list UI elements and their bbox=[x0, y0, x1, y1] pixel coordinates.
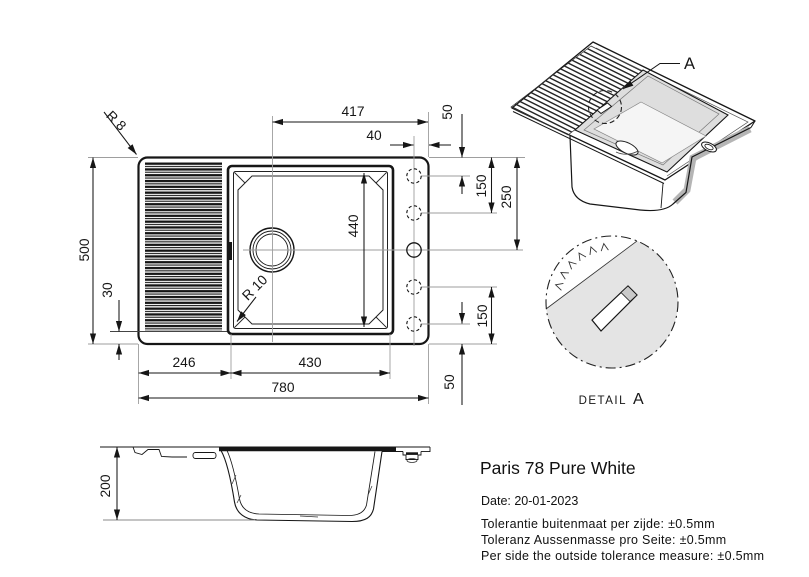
radius-r8-label: R 8 bbox=[103, 107, 130, 134]
detail-marker-label: A bbox=[684, 55, 696, 73]
dim-246-label: 246 bbox=[172, 355, 196, 370]
iso-body-front-edge bbox=[661, 184, 663, 209]
side-view bbox=[98, 447, 430, 522]
iso-view bbox=[511, 42, 755, 211]
dim-250-label: 250 bbox=[499, 185, 514, 209]
tolerance-line-en: Per side the outside tolerance measure: ±0.5mm bbox=[481, 548, 765, 563]
tolerance-line-nl: Tolerantie buitenmaat per zijde: ±0.5mm bbox=[481, 517, 715, 531]
drawing-date: Date: 20-01-2023 bbox=[481, 494, 579, 508]
detail-label: DETAIL bbox=[578, 395, 627, 407]
tolerance-line-de: Toleranz Aussenmasse pro Seite: ±0.5mm bbox=[481, 532, 727, 547]
dim-200-label: 200 bbox=[98, 474, 113, 498]
plan-view bbox=[77, 104, 525, 405]
product-title: Paris 78 Pure White bbox=[480, 458, 636, 478]
drainboard-ribs bbox=[145, 162, 222, 331]
dim-780-label: 780 bbox=[271, 380, 295, 395]
dim-150-bottom-label: 150 bbox=[475, 304, 490, 328]
tolerance-block bbox=[481, 517, 764, 564]
side-wall-ticks bbox=[232, 475, 372, 517]
radius-r10-label: R 10 bbox=[239, 272, 271, 304]
detail-view bbox=[546, 236, 678, 408]
dim-50-top-label: 50 bbox=[440, 104, 455, 120]
dim-430-label: 430 bbox=[298, 355, 322, 370]
tap-plug-top bbox=[406, 452, 418, 455]
dim-30-label: 30 bbox=[100, 282, 115, 298]
dim-150-top-label: 150 bbox=[474, 174, 489, 198]
side-profile bbox=[100, 447, 430, 522]
dim-40-label: 40 bbox=[366, 128, 382, 143]
dim-440-label: 440 bbox=[346, 214, 361, 238]
detail-label-marker: A bbox=[633, 391, 644, 408]
overflow-mark bbox=[229, 242, 233, 260]
dim-417-label: 417 bbox=[341, 104, 365, 119]
dim-50-bottom-label: 50 bbox=[442, 374, 457, 390]
dim-500-label: 500 bbox=[77, 238, 92, 262]
